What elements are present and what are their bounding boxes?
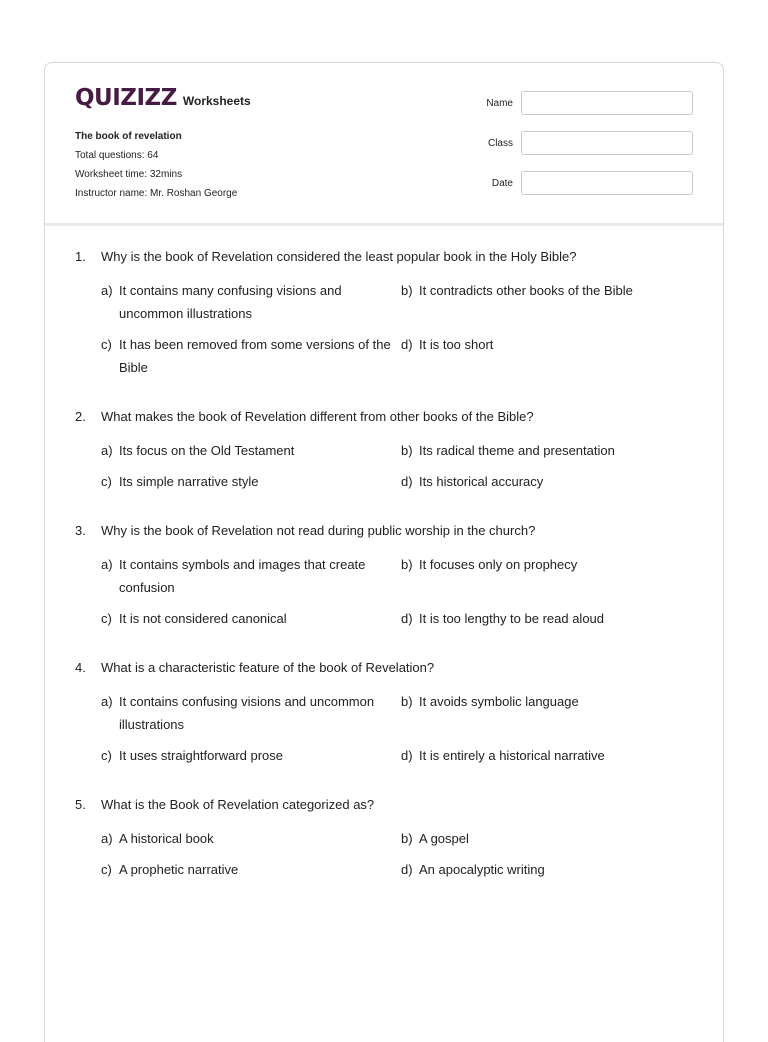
worksheet-sheet — [44, 62, 724, 1042]
answer-options — [101, 553, 695, 630]
question-number: 4. — [75, 660, 86, 675]
question-item — [75, 409, 695, 493]
date-label: Date — [491, 177, 513, 189]
option-text: It is too lengthy to be read aloud — [419, 611, 605, 626]
option-text: An apocalyptic writing — [419, 862, 545, 877]
worksheet-title: The book of revelation — [75, 131, 182, 142]
answer-option[interactable] — [101, 827, 401, 850]
option-letter: d) — [401, 748, 413, 763]
answer-options — [101, 279, 695, 379]
answer-options — [101, 690, 695, 767]
answer-options — [101, 439, 695, 493]
option-text: A prophetic narrative — [119, 862, 239, 877]
class-field-row — [486, 131, 693, 155]
option-letter: c) — [101, 862, 112, 877]
option-letter: b) — [401, 443, 413, 458]
option-text: It contains confusing visions and uncommon illustrations — [119, 694, 375, 732]
option-letter: d) — [401, 474, 413, 489]
question-item — [75, 797, 695, 881]
option-text: A historical book — [119, 831, 214, 846]
question-stem — [75, 409, 695, 425]
option-text: It uses straightforward prose — [119, 748, 284, 763]
question-text: What is a characteristic feature of the book of Revelation? — [101, 660, 435, 675]
answer-option[interactable] — [401, 553, 701, 599]
option-letter: b) — [401, 831, 413, 846]
date-field[interactable] — [521, 171, 693, 195]
answer-option[interactable] — [401, 744, 701, 767]
option-letter: b) — [401, 283, 413, 298]
option-letter: c) — [101, 748, 112, 763]
option-text: It avoids symbolic language — [419, 694, 579, 709]
option-letter: d) — [401, 611, 413, 626]
option-letter: a) — [101, 283, 113, 298]
option-text: Its focus on the Old Testament — [119, 443, 295, 458]
question-text: Why is the book of Revelation considered the least popular book in the Holy Bible? — [101, 249, 577, 264]
brand — [75, 85, 251, 111]
date-field-row — [486, 171, 693, 195]
question-item — [75, 523, 695, 630]
answer-option[interactable] — [401, 470, 701, 493]
option-text: Its radical theme and presentation — [419, 443, 615, 458]
option-letter: b) — [401, 557, 413, 572]
question-text: Why is the book of Revelation not read during public worship in the church? — [101, 523, 536, 538]
answer-option[interactable] — [101, 279, 401, 325]
option-letter: a) — [101, 694, 113, 709]
option-text: It is not considered canonical — [119, 611, 287, 626]
answer-option[interactable] — [101, 470, 401, 493]
option-letter: d) — [401, 337, 413, 352]
answer-option[interactable] — [101, 333, 401, 379]
option-letter: a) — [101, 831, 113, 846]
question-text: What makes the book of Revelation different from other books of the Bible? — [101, 409, 534, 424]
question-stem — [75, 249, 695, 265]
option-text: It contains many confusing visions and uncommon illustrations — [119, 283, 342, 321]
worksheet-time: Worksheet time: 32mins — [75, 169, 183, 180]
option-text: It focuses only on prophecy — [419, 557, 578, 572]
name-field-row — [486, 91, 693, 115]
question-stem — [75, 660, 695, 676]
option-letter: b) — [401, 694, 413, 709]
answer-option[interactable] — [101, 858, 401, 881]
question-number: 3. — [75, 523, 86, 538]
total-questions: Total questions: 64 — [75, 150, 159, 161]
answer-option[interactable] — [401, 827, 701, 850]
question-number: 5. — [75, 797, 86, 812]
option-text: It is too short — [419, 337, 494, 352]
option-letter: c) — [101, 474, 112, 489]
worksheet-header — [45, 63, 723, 226]
question-item — [75, 249, 695, 379]
answer-option[interactable] — [401, 858, 701, 881]
answer-options — [101, 827, 695, 881]
answer-option[interactable] — [401, 690, 701, 736]
logo-subtitle: Worksheets — [182, 94, 251, 108]
answer-option[interactable] — [101, 744, 401, 767]
answer-option[interactable] — [101, 690, 401, 736]
answer-option[interactable] — [401, 439, 701, 462]
answer-option[interactable] — [101, 439, 401, 462]
name-label: Name — [486, 97, 513, 109]
class-field[interactable] — [521, 131, 693, 155]
answer-option[interactable] — [101, 553, 401, 599]
worksheet-meta — [75, 127, 237, 203]
question-text: What is the Book of Revelation categorized as? — [101, 797, 375, 812]
name-field[interactable] — [521, 91, 693, 115]
instructor-name: Instructor name: Mr. Roshan George — [75, 188, 238, 199]
student-fields — [486, 91, 693, 211]
option-text: It is entirely a historical narrative — [419, 748, 605, 763]
answer-option[interactable] — [101, 607, 401, 630]
option-text: It contains symbols and images that create confusion — [119, 557, 366, 595]
question-stem — [75, 797, 695, 813]
answer-option[interactable] — [401, 607, 701, 630]
option-text: A gospel — [419, 831, 469, 846]
option-letter: c) — [101, 611, 112, 626]
quizizz-logo: QUIZIZZ — [75, 85, 177, 111]
question-number: 1. — [75, 249, 86, 264]
option-text: It contradicts other books of the Bible — [419, 283, 633, 298]
option-text: Its simple narrative style — [119, 474, 259, 489]
option-text: Its historical accuracy — [419, 474, 544, 489]
question-list — [75, 249, 695, 911]
question-item — [75, 660, 695, 767]
answer-option[interactable] — [401, 279, 701, 325]
option-text: It has been removed from some versions of the Bible — [119, 337, 391, 375]
option-letter: a) — [101, 557, 113, 572]
option-letter: a) — [101, 443, 113, 458]
option-letter: c) — [101, 337, 112, 352]
answer-option[interactable] — [401, 333, 701, 379]
question-stem — [75, 523, 695, 539]
class-label: Class — [487, 137, 513, 149]
question-number: 2. — [75, 409, 86, 424]
option-letter: d) — [401, 862, 413, 877]
